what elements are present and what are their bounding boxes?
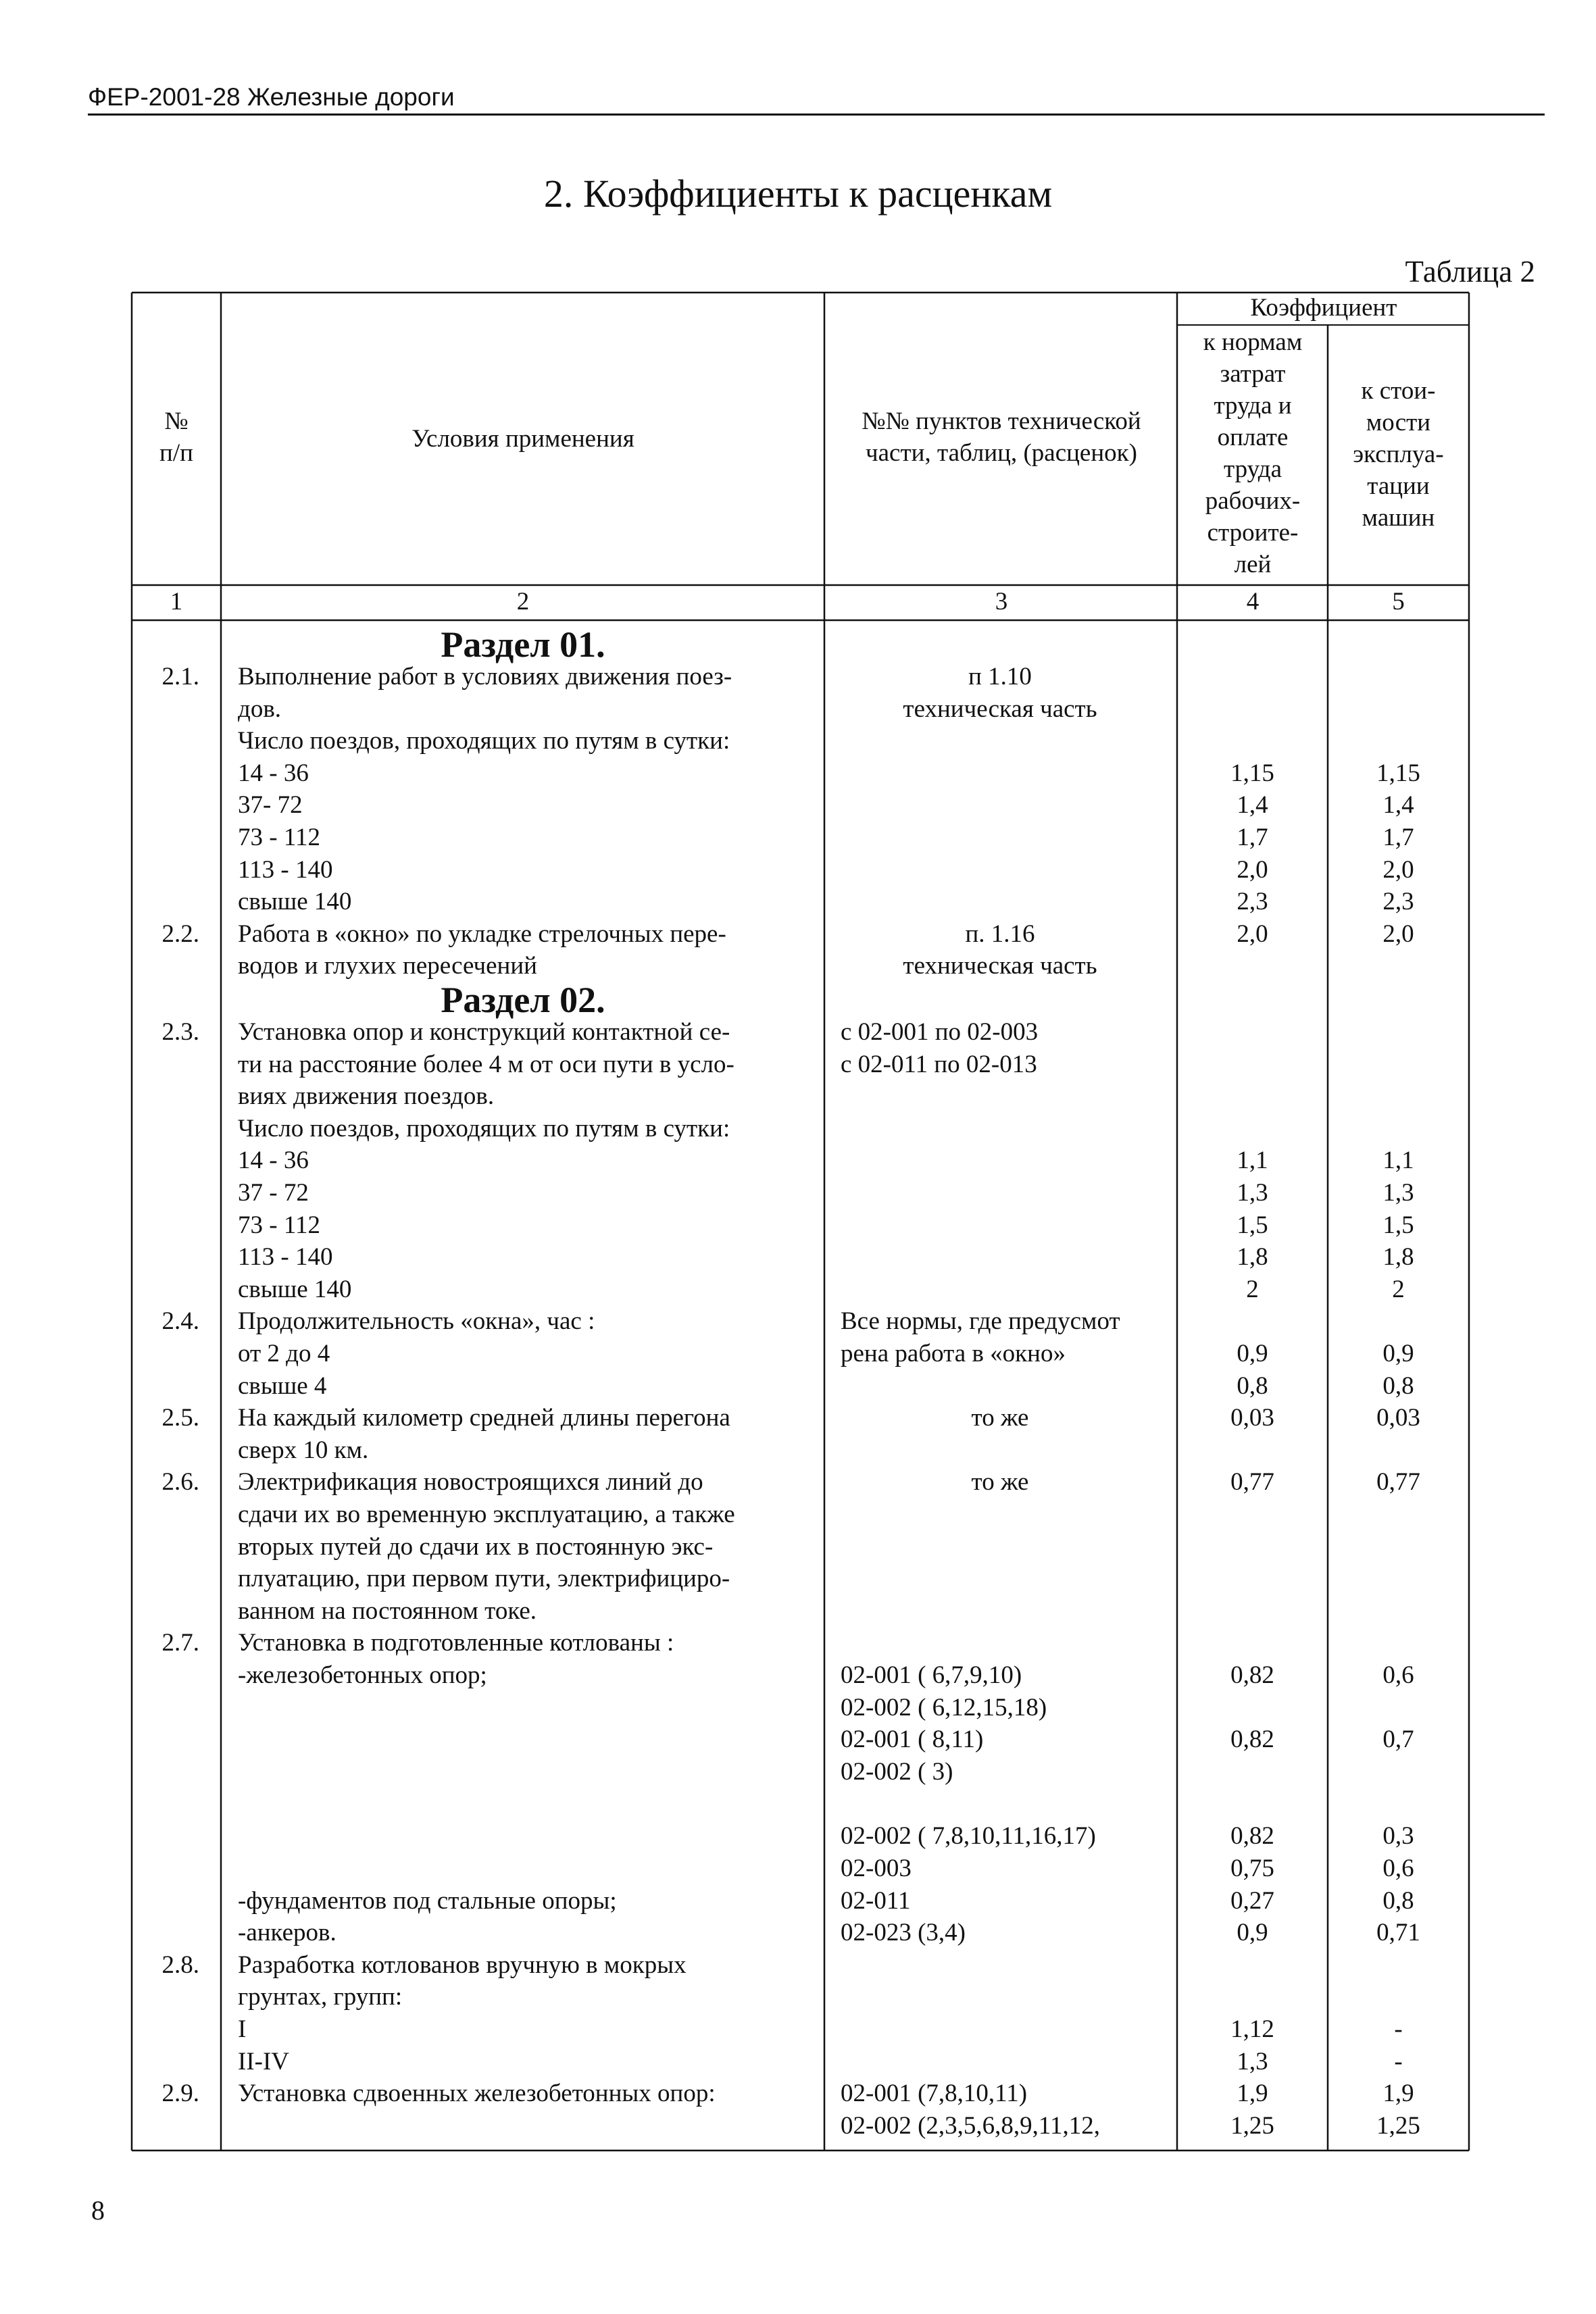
condition-text: Электрификация новостроящихся линий до: [238, 1468, 703, 1496]
condition-text: от 2 до 4: [238, 1340, 330, 1367]
reference-points: п. 1.16: [965, 920, 1035, 948]
coef-labor-value: 1,8: [1237, 1243, 1268, 1272]
condition-text: -фундаментов под стальные опоры;: [238, 1886, 617, 1915]
coef-labor-value: 0,82: [1230, 1726, 1274, 1754]
reference-points: с 02-011 по 02-013: [841, 1050, 1037, 1078]
condition-text: свыше 140: [238, 1275, 352, 1303]
reference-points: 02-001 ( 6,7,9,10): [841, 1661, 1022, 1689]
coef-labor-value: 1,12: [1230, 2015, 1274, 2043]
condition-text: 14 - 36: [238, 1147, 309, 1175]
coef-labor-value: 1,25: [1230, 2111, 1274, 2140]
reference-points: 02-002 ( 6,12,15,18): [841, 1693, 1047, 1721]
condition-text: Число поездов, проходящих по путям в сутки:: [238, 727, 730, 755]
reference-points: п 1.10: [968, 663, 1032, 690]
coef-machines-value: 1,25: [1376, 2111, 1420, 2140]
condition-text: 37- 72: [238, 791, 303, 820]
coef-labor-value: 2,0: [1237, 920, 1268, 948]
coef-machines-value: 1,3: [1382, 1179, 1414, 1207]
coef-labor-value: 0,82: [1230, 1822, 1274, 1851]
row-number: 2.9.: [161, 2080, 199, 2108]
coef-machines-value: 0,71: [1376, 1919, 1420, 1947]
section-heading: Раздел 01.: [441, 624, 605, 665]
condition-text: 73 - 112: [238, 1211, 320, 1239]
coef-labor-value: 0,9: [1237, 1340, 1268, 1367]
coef-labor-value: 0,75: [1230, 1855, 1274, 1882]
reference-points: 02-002 (2,3,5,6,8,9,11,12,: [841, 2111, 1101, 2140]
reference-points: рена работа в «окно»: [841, 1340, 1066, 1367]
header-coef-machines: [1329, 375, 1468, 534]
condition-text: 113 - 140: [238, 855, 333, 884]
coef-machines-value: 1,5: [1382, 1211, 1414, 1239]
coef-labor-value: 2,3: [1237, 888, 1268, 916]
coef-machines-value: 0,8: [1382, 1886, 1414, 1915]
coef-labor-value: 2,0: [1237, 855, 1268, 884]
header-coef-labor: [1178, 326, 1327, 580]
col-number: 4: [1246, 588, 1260, 615]
reference-points: 02-002 ( 7,8,10,11,16,17): [841, 1822, 1096, 1851]
header-line: к нормам: [1203, 328, 1303, 356]
coef-machines-value: 0,9: [1382, 1340, 1414, 1367]
coef-labor-value: 1,7: [1237, 824, 1268, 851]
coef-machines-value: 2,0: [1382, 920, 1414, 948]
col-number: 5: [1392, 588, 1405, 615]
coef-labor-value: 2: [1246, 1275, 1259, 1303]
condition-text: сдачи их во временную эксплуатацию, а также: [238, 1501, 735, 1528]
coef-machines-value: 1,15: [1376, 759, 1420, 787]
coef-machines-value: 2: [1392, 1275, 1405, 1303]
coef-machines-value: 0,8: [1382, 1372, 1414, 1400]
coef-labor-value: 1,15: [1230, 759, 1274, 787]
coef-labor-value: 0,9: [1237, 1919, 1268, 1947]
coef-labor-value: 1,3: [1237, 2047, 1268, 2076]
coef-machines-value: 0,77: [1376, 1468, 1420, 1496]
header-coefficient: Коэффициент: [1250, 294, 1397, 322]
coef-machines-value: 0,03: [1376, 1404, 1420, 1432]
coef-labor-value: 0,8: [1237, 1372, 1268, 1400]
col-number: 2: [516, 588, 530, 615]
row-number: 2.7.: [161, 1629, 199, 1657]
condition-text: 37 - 72: [238, 1179, 309, 1207]
coef-labor-value: 1,5: [1237, 1211, 1268, 1239]
header-conditions: Условия применения: [412, 425, 634, 453]
header-points-line: части, таблиц, (расценок): [866, 439, 1137, 467]
condition-text: ти на расстояние более 4 м от оси пути в усло-: [238, 1050, 734, 1078]
header-line: труда и: [1214, 392, 1292, 420]
coef-machines-value: 1,7: [1382, 824, 1414, 851]
row-number: 2.8.: [161, 1951, 199, 1979]
reference-points: 02-001 (7,8,10,11): [841, 2080, 1028, 2108]
condition-text: свыше 4: [238, 1372, 327, 1400]
condition-text: свыше 140: [238, 888, 352, 916]
row-number: 2.1.: [161, 663, 199, 690]
coef-labor-value: 1,3: [1237, 1179, 1268, 1207]
row-number: 2.5.: [161, 1404, 199, 1432]
condition-text: дов.: [238, 695, 282, 723]
page-title: 2. Коэффициенты к расценкам: [543, 172, 1053, 216]
condition-text: На каждый километр средней длины перегона: [238, 1404, 730, 1432]
header-line: затрат: [1220, 360, 1286, 388]
condition-text: II-IV: [238, 2047, 290, 2076]
col-number: 1: [170, 588, 183, 615]
row-number: 2.2.: [161, 920, 199, 948]
condition-text: Установка сдвоенных железобетонных опор:: [238, 2080, 716, 2108]
condition-text: Выполнение работ в условиях движения поез-: [238, 663, 732, 690]
condition-text: -железобетонных опор;: [238, 1661, 487, 1689]
condition-text: плуатацию, при первом пути, электрифициро-: [238, 1565, 730, 1593]
reference-points: с 02-001 по 02-003: [841, 1018, 1039, 1046]
condition-text: ванном на постоянном токе.: [238, 1596, 537, 1625]
header-num-line: №: [164, 407, 189, 435]
condition-text: Разработка котлованов вручную в мокрых: [238, 1951, 687, 1979]
coef-labor-value: 0,82: [1230, 1661, 1274, 1689]
coef-machines-value: 0,6: [1382, 1855, 1414, 1882]
reference-points: 02-023 (3,4): [841, 1919, 966, 1947]
header-line: машин: [1362, 504, 1435, 532]
coef-labor-value: 0,03: [1230, 1404, 1274, 1432]
coef-machines-value: 1,1: [1382, 1147, 1414, 1175]
reference-points: техническая часть: [903, 952, 1097, 980]
coef-machines-value: 0,7: [1382, 1726, 1414, 1754]
condition-text: 73 - 112: [238, 824, 320, 851]
condition-text: водов и глухих пересечений: [238, 952, 537, 980]
condition-text: I: [238, 2015, 247, 2043]
reference-points: 02-001 ( 8,11): [841, 1726, 984, 1754]
condition-text: сверх 10 км.: [238, 1436, 369, 1464]
header-points: [826, 405, 1177, 469]
header-line: мости: [1366, 409, 1431, 436]
header-line: тации: [1367, 472, 1430, 500]
reference-points: 02-002 ( 3): [841, 1757, 953, 1786]
header-num: [132, 405, 221, 469]
header-line: оплате: [1217, 424, 1289, 451]
running-header: ФЕР-2001-28 Железные дороги: [88, 82, 1545, 116]
condition-text: вторых путей до сдачи их в постоянную экс-: [238, 1532, 714, 1561]
header-points-line: №№ пунктов технической: [862, 407, 1141, 435]
coef-machines-value: -: [1394, 2047, 1403, 2076]
condition-text: 113 - 140: [238, 1243, 333, 1272]
reference-points: 02-003: [841, 1855, 912, 1882]
condition-text: -анкеров.: [238, 1919, 336, 1947]
coef-labor-value: 0,27: [1230, 1886, 1274, 1915]
coef-machines-value: 2,0: [1382, 855, 1414, 884]
reference-points: то же: [971, 1468, 1029, 1496]
col-number: 3: [995, 588, 1008, 615]
header-line: лей: [1234, 551, 1272, 578]
coef-machines-value: 0,6: [1382, 1661, 1414, 1689]
condition-text: 14 - 36: [238, 759, 309, 787]
row-number: 2.3.: [161, 1018, 199, 1046]
condition-text: виях движения поездов.: [238, 1082, 495, 1111]
header-line: труда: [1223, 455, 1282, 483]
condition-text: Продолжительность «окна», час :: [238, 1307, 595, 1336]
condition-text: грунтах, групп:: [238, 1983, 403, 2011]
coef-machines-value: -: [1394, 2015, 1403, 2043]
header-line: эксплуа-: [1353, 441, 1444, 468]
condition-text: Установка опор и конструкций контактной се-: [238, 1018, 730, 1046]
coef-machines-value: 0,3: [1382, 1822, 1414, 1851]
table-caption: Таблица 2: [1405, 255, 1535, 288]
section-heading: Раздел 02.: [441, 980, 605, 1020]
coef-labor-value: 1,1: [1237, 1147, 1268, 1175]
coef-machines-value: 1,9: [1382, 2080, 1414, 2108]
condition-text: Число поездов, проходящих по путям в сутки:: [238, 1114, 730, 1142]
condition-text: Установка в подготовленные котлованы :: [238, 1629, 674, 1657]
reference-points: техническая часть: [903, 695, 1097, 723]
reference-points: 02-011: [841, 1886, 911, 1915]
header-line: строите-: [1207, 519, 1299, 547]
coef-machines-value: 1,4: [1382, 791, 1414, 820]
page-number: 8: [91, 2195, 105, 2225]
row-number: 2.6.: [161, 1468, 199, 1496]
header-line: к стои-: [1361, 377, 1436, 405]
reference-points: Все нормы, где предусмот: [841, 1307, 1120, 1336]
coef-labor-value: 0,77: [1230, 1468, 1274, 1496]
condition-text: Работа в «окно» по укладке стрелочных пере-: [238, 920, 726, 948]
coef-machines-value: 2,3: [1382, 888, 1414, 916]
header-num-line: п/п: [159, 439, 193, 467]
coef-machines-value: 1,8: [1382, 1243, 1414, 1272]
coef-labor-value: 1,9: [1237, 2080, 1268, 2108]
header-line: рабочих-: [1205, 487, 1301, 515]
coef-labor-value: 1,4: [1237, 791, 1268, 820]
row-number: 2.4.: [161, 1307, 199, 1336]
reference-points: то же: [971, 1404, 1029, 1432]
